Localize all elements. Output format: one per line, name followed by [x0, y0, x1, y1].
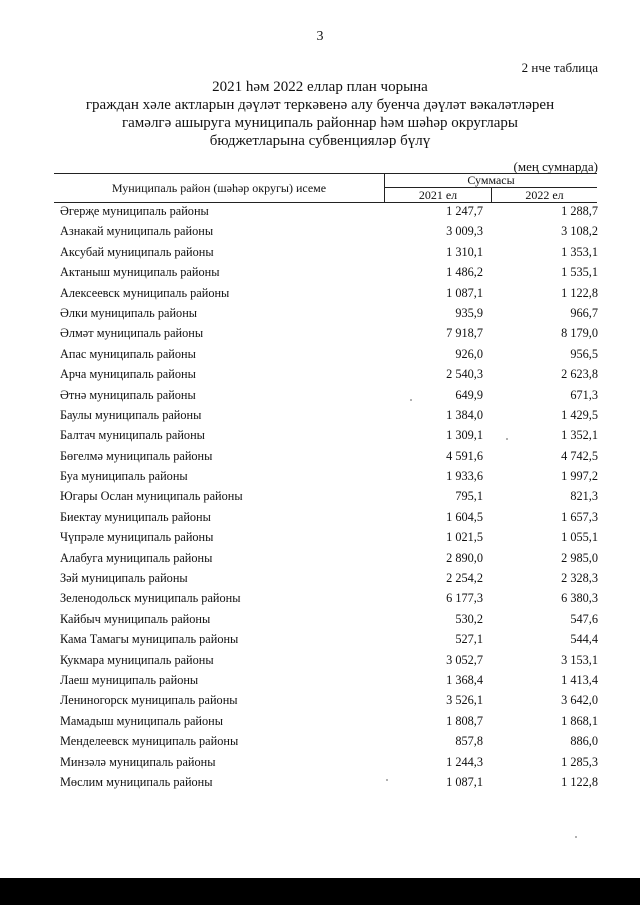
- table-row: [0, 386, 640, 406]
- row-value-2021: 1 604,5: [446, 509, 483, 524]
- scan-speck: [506, 438, 508, 440]
- row-name: Чүпрәле муниципаль районы: [60, 530, 214, 545]
- row-value-2022: 2 985,0: [561, 550, 598, 565]
- table-row: [0, 569, 640, 589]
- row-name: Алексеевск муниципаль районы: [60, 285, 230, 300]
- table-row: [0, 753, 640, 773]
- title-line-4: бюджетларына субвенцияләр бүлү: [209, 133, 431, 149]
- row-name: Зәй муниципаль районы: [60, 571, 188, 586]
- table-row: [0, 651, 640, 671]
- row-value-2021: 2 254,2: [446, 571, 483, 586]
- row-value-2021: 3 526,1: [446, 693, 483, 708]
- table-row: [0, 284, 640, 304]
- row-value-2022: 671,3: [570, 387, 598, 402]
- table-row: [0, 447, 640, 467]
- table-row: [0, 589, 640, 609]
- row-value-2022: 966,7: [570, 305, 598, 320]
- table-row: [0, 202, 640, 222]
- table-row: [0, 243, 640, 263]
- table-row: [0, 630, 640, 650]
- row-value-2022: 956,5: [570, 346, 598, 361]
- scan-speck: [575, 836, 577, 838]
- row-name: Буа муниципаль районы: [60, 469, 188, 484]
- row-value-2021: 2 540,3: [446, 367, 483, 382]
- header-name: Муниципаль район (шәһәр округы) исеме: [54, 174, 385, 202]
- row-value-2022: 547,6: [570, 611, 598, 626]
- row-name: Әгерҗе муниципаль районы: [60, 204, 209, 218]
- row-value-2022: 1 657,3: [561, 509, 598, 524]
- row-value-2021: 2 890,0: [446, 550, 483, 565]
- table-row: [0, 610, 640, 630]
- title-line-1: 2021 һәм 2022 еллар план чорына: [212, 79, 428, 95]
- row-name: Минзәлә муниципаль районы: [60, 754, 216, 769]
- row-value-2021: 857,8: [455, 734, 483, 749]
- table-row: [0, 549, 640, 569]
- row-name: Кукмара муниципаль районы: [60, 652, 214, 667]
- table-row: [0, 365, 640, 385]
- row-value-2021: 1 309,1: [446, 428, 483, 443]
- row-name: Аксубай муниципаль районы: [60, 244, 214, 259]
- row-value-2021: 795,1: [455, 489, 483, 504]
- row-value-2022: 1 122,8: [561, 774, 598, 789]
- table-row: [0, 222, 640, 242]
- row-value-2022: 1 353,1: [561, 244, 598, 259]
- row-value-2022: 1 413,4: [561, 672, 598, 687]
- table-row: [0, 732, 640, 752]
- row-name: Әтнә муниципаль районы: [60, 387, 196, 402]
- row-value-2021: 1 486,2: [446, 265, 483, 280]
- row-value-2022: 1 535,1: [561, 265, 598, 280]
- row-value-2022: 8 179,0: [561, 326, 598, 341]
- table-row: [0, 467, 640, 487]
- row-name: Лениногорск муниципаль районы: [60, 693, 238, 708]
- row-name: Кайбыч муниципаль районы: [60, 611, 211, 626]
- row-value-2022: 3 642,0: [561, 693, 598, 708]
- row-name: Әлмәт муниципаль районы: [60, 326, 204, 341]
- document-title: [0, 78, 640, 150]
- row-value-2022: 1 055,1: [561, 530, 598, 545]
- row-name: Баулы муниципаль районы: [60, 407, 202, 422]
- row-value-2021: 935,9: [455, 305, 483, 320]
- table-header: [54, 173, 597, 203]
- row-name: Әлки муниципаль районы: [60, 305, 198, 320]
- title-line-3: гамәлгә ашыруга муниципаль районнар һәм шәһәр округлары: [121, 115, 518, 131]
- row-name: Мамадыш муниципаль районы: [60, 713, 224, 728]
- row-value-2021: 1 087,1: [446, 774, 483, 789]
- row-name: Арча муниципаль районы: [60, 367, 196, 382]
- table-row: [0, 773, 640, 793]
- table-row: [0, 712, 640, 732]
- row-value-2021: 1 021,5: [446, 530, 483, 545]
- units-note: (мең сумнарда): [513, 159, 598, 174]
- row-value-2021: 3 009,3: [446, 224, 483, 239]
- row-value-2022: 886,0: [570, 734, 598, 749]
- row-name: Актаныш муниципаль районы: [60, 265, 220, 280]
- row-value-2022: 544,4: [570, 632, 598, 647]
- row-value-2021: 1 247,7: [446, 204, 483, 218]
- row-name: Балтач муниципаль районы: [60, 428, 205, 443]
- row-value-2021: 4 591,6: [446, 448, 483, 463]
- row-name: Апас муниципаль районы: [60, 346, 196, 361]
- row-value-2021: 3 052,7: [446, 652, 483, 667]
- row-value-2021: 6 177,3: [446, 591, 483, 606]
- table-row: [0, 345, 640, 365]
- row-value-2021: 527,1: [455, 632, 483, 647]
- row-value-2022: 1 288,7: [561, 204, 598, 218]
- scan-bottom-edge: [0, 878, 640, 905]
- header-2021: 2021 ел: [385, 188, 492, 202]
- table-body: [0, 202, 640, 793]
- table-row: [0, 508, 640, 528]
- row-name: Бөгелмә муниципаль районы: [60, 448, 213, 463]
- table-row: [0, 304, 640, 324]
- table-row: [0, 324, 640, 344]
- row-value-2022: 2 623,8: [561, 367, 598, 382]
- row-value-2022: 1 868,1: [561, 713, 598, 728]
- table-row: [0, 528, 640, 548]
- row-value-2022: 1 352,1: [561, 428, 598, 443]
- row-value-2021: 7 918,7: [446, 326, 483, 341]
- row-value-2021: 530,2: [455, 611, 483, 626]
- row-name: Алабуга муниципаль районы: [60, 550, 213, 565]
- row-value-2021: 926,0: [455, 346, 483, 361]
- row-value-2022: 1 997,2: [561, 469, 598, 484]
- row-value-2021: 1 808,7: [446, 713, 483, 728]
- row-value-2022: 2 328,3: [561, 571, 598, 586]
- row-value-2021: 1 384,0: [446, 407, 483, 422]
- row-value-2021: 1 310,1: [446, 244, 483, 259]
- row-value-2022: 4 742,5: [561, 448, 598, 463]
- row-value-2022: 3 108,2: [561, 224, 598, 239]
- table-row: [0, 406, 640, 426]
- table-row: [0, 691, 640, 711]
- row-name: Биектау муниципаль районы: [60, 509, 211, 524]
- table-row: [0, 671, 640, 691]
- row-value-2021: 1 933,6: [446, 469, 483, 484]
- row-value-2022: 6 380,3: [561, 591, 598, 606]
- row-value-2022: 1 285,3: [561, 754, 598, 769]
- table-row: [0, 426, 640, 446]
- table-row: [0, 487, 640, 507]
- row-value-2021: 649,9: [455, 387, 483, 402]
- row-value-2021: 1 368,4: [446, 672, 483, 687]
- row-value-2022: 1 429,5: [561, 407, 598, 422]
- page-number: 3: [316, 29, 324, 44]
- row-name: Лаеш муниципаль районы: [60, 672, 199, 687]
- row-value-2022: 3 153,1: [561, 652, 598, 667]
- table-label: 2 нче таблица: [521, 60, 598, 75]
- row-name: Азнакай муниципаль районы: [60, 224, 214, 239]
- row-name: Мөслим муниципаль районы: [60, 774, 213, 789]
- scan-speck: [410, 399, 412, 401]
- row-value-2021: 1 087,1: [446, 285, 483, 300]
- row-value-2022: 1 122,8: [561, 285, 598, 300]
- row-name: Зеленодольск муниципаль районы: [60, 591, 241, 606]
- row-value-2022: 821,3: [570, 489, 598, 504]
- title-line-2: граждан хәле актларын дәүләт теркәвенә алу буенча дәүләт вәкаләтләрен: [85, 97, 555, 113]
- header-sum: Суммасы: [385, 174, 597, 188]
- scan-speck: [386, 779, 388, 781]
- row-value-2021: 1 244,3: [446, 754, 483, 769]
- header-2022: 2022 ел: [525, 188, 564, 202]
- row-name: Менделеевск муниципаль районы: [60, 734, 239, 749]
- row-name: Кама Тамагы муниципаль районы: [60, 632, 239, 647]
- table-row: [0, 263, 640, 283]
- row-name: Югары Ослан муниципаль районы: [60, 489, 243, 504]
